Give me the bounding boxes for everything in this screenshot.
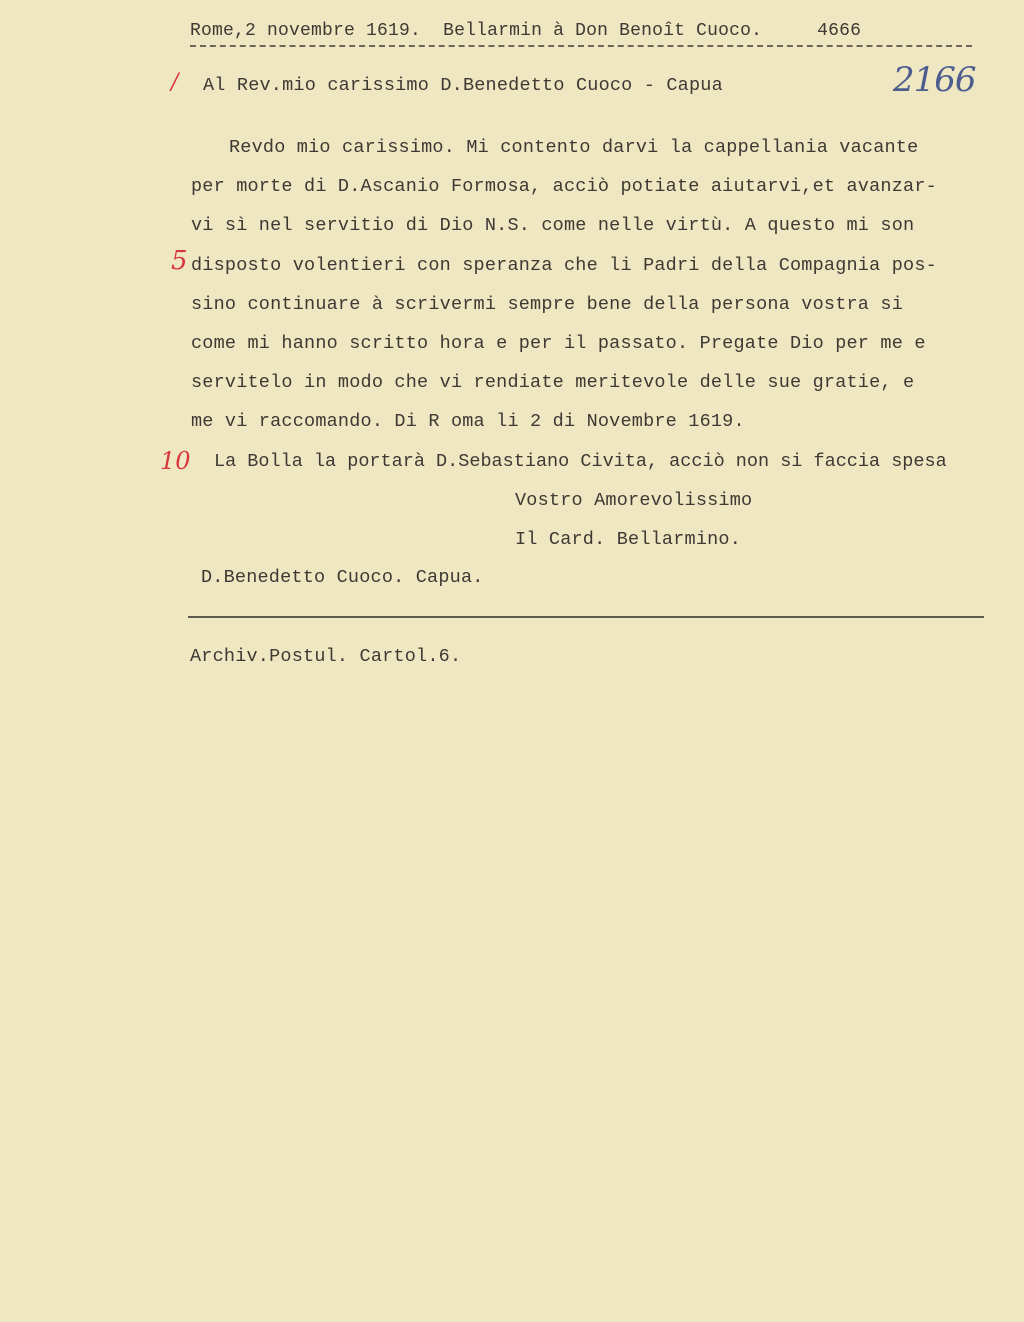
- body-line-2: per morte di D.Ascanio Formosa, acciò potiate aiutarvi,et avanzar-: [191, 176, 937, 197]
- body-line-1: Revdo mio carissimo. Mi contento darvi la cappellania vacante: [229, 137, 919, 158]
- document-header: [190, 20, 861, 42]
- header-date-place: Rome,2 novembre 1619.: [190, 21, 422, 41]
- signature-line: Il Card. Bellarmino.: [515, 529, 742, 550]
- body-line-7: servitelo in modo che vi rendiate meritevole delle sue gratie, e: [191, 372, 915, 393]
- footer-rule: [188, 616, 984, 618]
- body-line-5: sino continuare à scrivermi sempre bene della persona vostra si: [191, 294, 904, 315]
- line-marker-5: 5: [171, 246, 188, 276]
- body-line-4: disposto volentieri con speranza che li Padri della Compagnia pos-: [191, 255, 937, 276]
- header-number: 4666: [817, 21, 862, 41]
- handwritten-page-ref: 2166: [893, 60, 976, 100]
- recipient-line: D.Benedetto Cuoco. Capua.: [201, 567, 484, 588]
- body-line-8: me vi raccomando. Di R oma li 2 di Novembre 1619.: [191, 411, 745, 432]
- line-marker-10: 10: [160, 447, 191, 475]
- header-title: Bellarmin à Don Benoît Cuoco.: [443, 21, 763, 41]
- postscript-line: La Bolla la portarà D.Sebastiano Civita, acciò non si faccia spesa: [214, 451, 947, 472]
- body-line-6: come mi hanno scritto hora e per il passato. Pregate Dio per me e: [191, 333, 926, 354]
- header-separator: [190, 45, 972, 47]
- source-reference: Archiv.Postul. Cartol.6.: [190, 646, 462, 667]
- addressee-line: Al Rev.mio carissimo D.Benedetto Cuoco - Capua: [203, 75, 723, 96]
- body-line-3: vi sì nel servitio di Dio N.S. come nelle virtù. A questo mi son: [191, 215, 915, 236]
- closing-line: Vostro Amorevolissimo: [515, 490, 753, 511]
- line-marker-1: /: [171, 70, 179, 95]
